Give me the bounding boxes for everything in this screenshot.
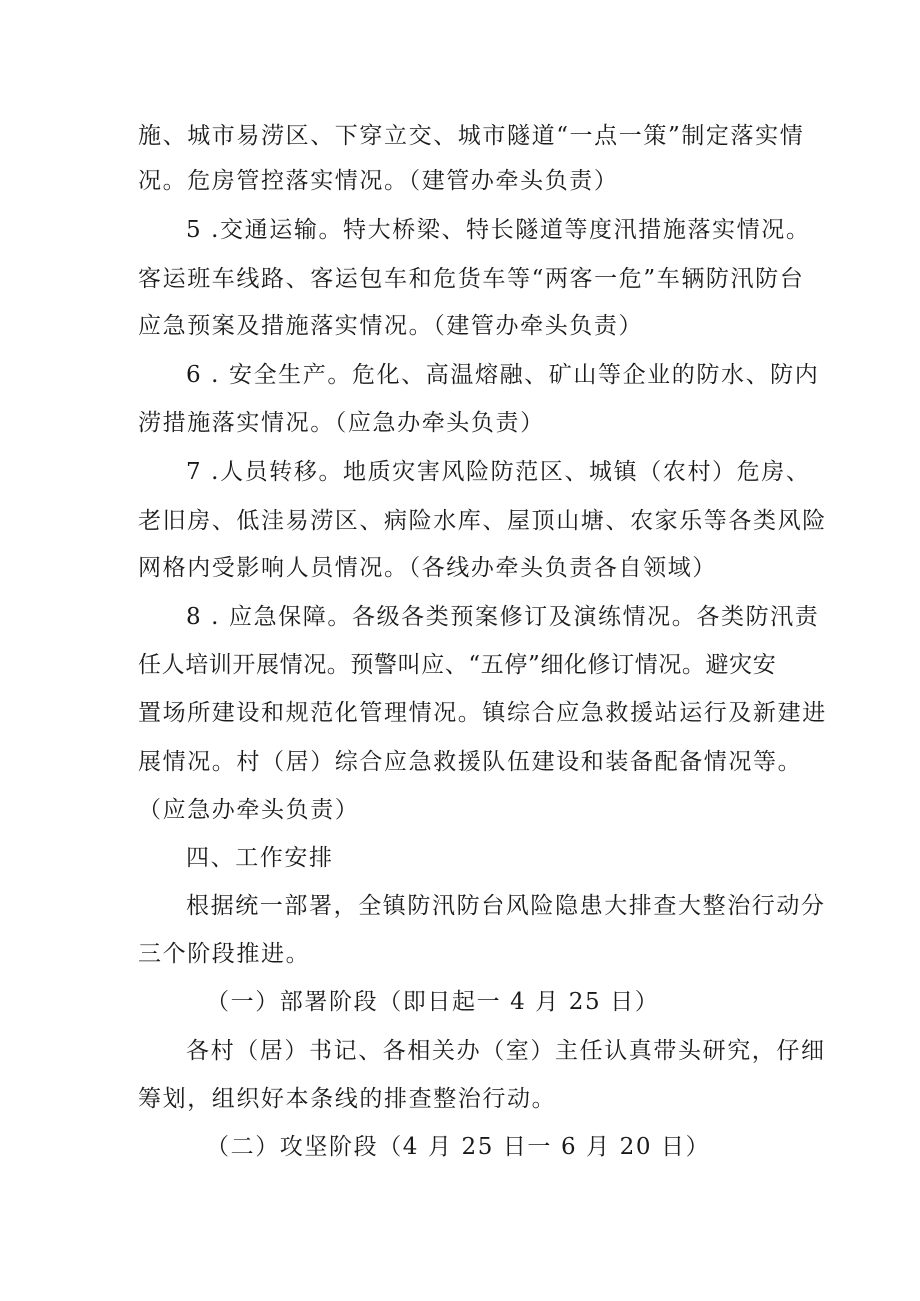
section-5-heading-line: 5 .交通运输。特大桥梁、特长隧道等度汛措施落实情况。 <box>186 217 811 243</box>
text-line-21: 筹划，组织好本条线的排查整治行动。 <box>138 1086 557 1112</box>
section-four-heading: 四、工作安排 <box>186 845 334 871</box>
text-line-7: 涝措施落实情况。（应急办牵头负责） <box>138 410 545 436</box>
phase-2-heading: （二）攻坚阶段（4 月 25 日一 6 月 20 日） <box>206 1134 711 1160</box>
text-line-9: 老旧房、低洼易涝区、病险水库、屋顶山塘、农家乐等各类风险 <box>138 508 827 534</box>
text-line-4: 客运班车线路、客运包车和危货车等“两客一危”车辆防汛防台 <box>138 266 805 292</box>
section-7-heading-line: 7 .人员转移。地质灾害风险防范区、城镇（农村）危房、 <box>186 459 811 485</box>
text-line-15: （应急办牵头负责） <box>138 797 360 823</box>
text-line-2: 况。危房管控落实情况。（建管办牵头负责） <box>138 168 619 194</box>
text-line-10: 网格内受影响人员情况。（各线办牵头负责各自领域） <box>138 555 717 581</box>
text-line-5: 应急预案及措施落实情况。（建管办牵头负责） <box>138 313 644 339</box>
section-6-heading-line: 6 . 安全生产。危化、高温熔融、矿山等企业的防水、防内 <box>186 362 820 388</box>
text-line-13: 置场所建设和规范化管理情况。镇综合应急救援站运行及新建进 <box>138 700 827 726</box>
text-line-12: 任人培训开展情况。预警叫应、“五停”细化修订情况。避灾安 <box>138 652 777 678</box>
phase-1-heading: （一）部署阶段（即日起一 4 月 25 日） <box>206 989 660 1015</box>
text-line-18: 三个阶段推进。 <box>138 941 311 967</box>
text-line-14: 展情况。村（居）综合应急救援队伍建设和装备配备情况等。 <box>138 749 803 775</box>
text-line-20: 各村（居）书记、各相关办（室）主任认真带头研究，仔细 <box>186 1038 826 1064</box>
section-8-heading-line: 8 . 应急保障。各级各类预案修订及演练情况。各类防汛责 <box>186 604 820 630</box>
text-line-1: 施、城市易涝区、下穿立交、城市隧道“一点一策”制定落实情 <box>138 123 805 149</box>
text-line-17: 根据统一部署，全镇防汛防台风险隐患大排查大整治行动分 <box>186 893 826 919</box>
